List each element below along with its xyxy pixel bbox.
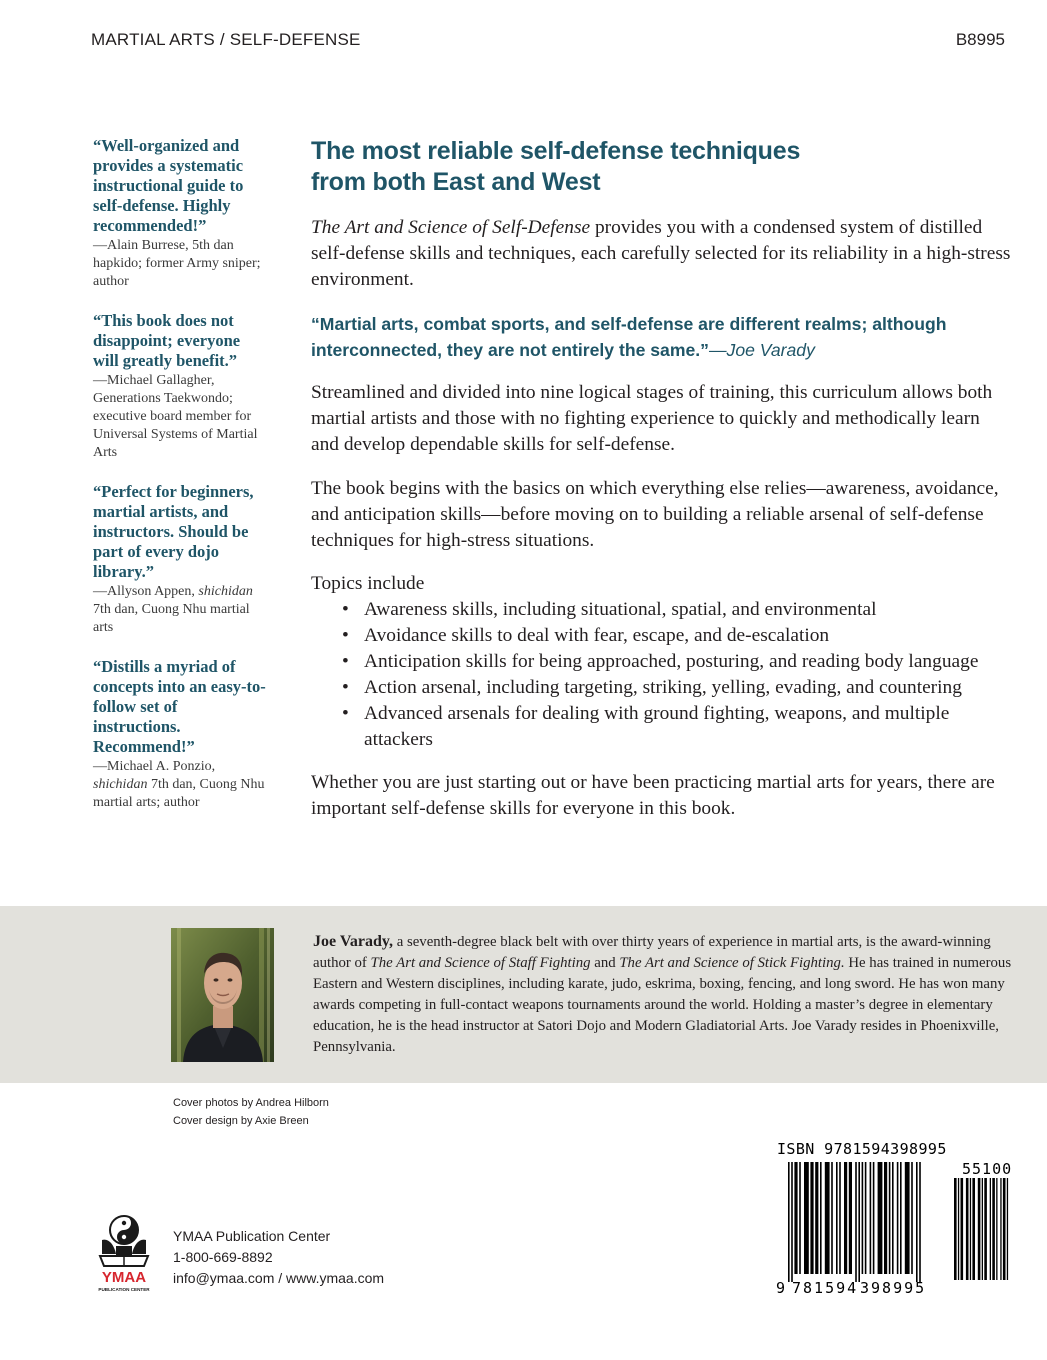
barcode-bar [831, 1162, 833, 1274]
list-item [342, 649, 1011, 675]
barcode-bar [873, 1162, 875, 1274]
book-title: The Art and Science of Self-Defense [311, 217, 591, 238]
barcode-addon-bar [982, 1178, 983, 1280]
author-bio [313, 931, 1013, 1058]
headline [311, 136, 1011, 198]
barcode-right-digits: 398995 [860, 1279, 927, 1297]
endorsement-attribution [93, 758, 268, 812]
barcode-bar [905, 1162, 910, 1274]
barcode-bar [870, 1162, 872, 1274]
endorsement [93, 136, 268, 291]
book-title: The Art and Science of Stick Fighting. [619, 955, 845, 971]
attribution-rank: shichidan [198, 584, 253, 599]
barcode-bar [858, 1162, 860, 1282]
barcode-addon-bar [1000, 1178, 1001, 1280]
bullet-icon: • [342, 703, 349, 724]
barcode-bar [919, 1162, 921, 1282]
bullet-icon: • [342, 677, 349, 698]
endorsement-attribution: —Alain Burrese, 5th dan hapkido; former Army sniper; author [93, 238, 261, 289]
headline-line: The most reliable self-defense techniques [311, 137, 801, 165]
barcode-bar [788, 1162, 790, 1282]
list-item [342, 701, 1011, 753]
barcode-bar [810, 1162, 813, 1274]
barcode-bar [794, 1162, 797, 1274]
list-item [342, 597, 1011, 623]
attribution-name: —Michael A. Ponzio, [93, 759, 216, 774]
list-item [342, 623, 1011, 649]
barcode-bar [804, 1162, 809, 1274]
topic-text: Action arsenal, including targeting, striking, yelling, evading, and countering [364, 677, 962, 698]
bullet-icon: • [342, 599, 349, 620]
endorsement-attribution: —Michael Gallagher, Generations Taekwondo; executive board member for Universal Systems of Martial Arts [93, 373, 258, 460]
attribution-detail: 7th dan, Cuong Nhu martial arts; author [93, 777, 265, 810]
endorsement-quote: “This book does not disappoint; everyone will greatly benefit.” [93, 311, 241, 370]
bio-text: a seventh-degree black belt with over thirty years of experience in martial arts, is the award-winning author of [313, 934, 991, 971]
bullet-icon: • [342, 651, 349, 672]
barcode-bar [884, 1162, 887, 1274]
closing-paragraph: Whether you are just starting out or have been practicing martial arts for years, there are important self-defense skills for everyone in this book. [311, 772, 995, 819]
barcode-lead-digit: 9 [776, 1279, 786, 1297]
endorsement-quote: “Distills a myriad of concepts into an easy-to-follow set of instructions. Recommend!” [93, 657, 266, 756]
barcode-bar [916, 1162, 918, 1282]
isbn-label: ISBN 9781594398995 [777, 1140, 947, 1158]
publisher-name: YMAA Publication Center [173, 1228, 331, 1244]
barcode-addon-bar [978, 1178, 981, 1280]
barcode-bar [799, 1162, 801, 1274]
barcode-bar [855, 1162, 857, 1282]
book-title: The Art and Science of Staff Fighting [370, 955, 591, 971]
barcode-bar [820, 1162, 822, 1274]
attribution-detail: 7th dan, Cuong Nhu martial arts [93, 602, 250, 635]
cover-credits [173, 1094, 329, 1130]
barcode-bar [844, 1162, 847, 1274]
photo-credit: Cover photos by Andrea Hilborn [173, 1097, 329, 1109]
ymaa-logo-icon [94, 1210, 154, 1296]
barcode-addon-bar [1007, 1178, 1008, 1280]
barcode-addon-bar [1003, 1178, 1006, 1280]
body-paragraph: The book begins with the basics on which everything else relies—awareness, avoidance, and anticipation skills—before moving on to building a reliable arsenal of self-defense techniques for high-stress situations. [311, 478, 999, 551]
topic-text: Anticipation skills for being approached, posturing, and reading body language [364, 651, 979, 672]
barcode-bar [791, 1162, 793, 1282]
barcode-bar [911, 1162, 913, 1274]
endorsement-attribution [93, 583, 268, 637]
logo-text: YMAA [101, 1269, 147, 1286]
barcode-bar [836, 1162, 838, 1274]
barcode-addon-bar [970, 1178, 971, 1280]
barcode-addon-bar [992, 1178, 995, 1280]
bullet-icon: • [342, 625, 349, 646]
product-code: B8995 [955, 30, 1005, 49]
topic-text: Advanced arsenals for dealing with ground fighting, weapons, and multiple attackers [364, 703, 950, 750]
publisher-info [173, 1226, 384, 1289]
barcode-bar [862, 1162, 864, 1274]
author-photo [171, 928, 274, 1062]
barcode-bar [825, 1162, 830, 1274]
barcode-bar [892, 1162, 894, 1274]
endorsement [93, 657, 268, 812]
author-portrait-image [171, 928, 274, 1062]
intro-text: provides you with a condensed system of distilled self-defense skills and techniques, each carefully selected for its reliability in a high-stress environment. [311, 217, 1011, 290]
barcode-icon [774, 1162, 1022, 1297]
barcode-addon-bar [958, 1178, 959, 1280]
category-label: MARTIAL ARTS / SELF-DEFENSE [91, 30, 361, 49]
barcode-addon-bar [990, 1178, 991, 1280]
publisher-phone: 1-800-669-8892 [173, 1249, 273, 1265]
barcode-addon-bar [966, 1178, 969, 1280]
bio-text: He has trained in numerous Eastern and Western disciplines, including karate, judo, eskrima, boxing, fencing, and long sword. He has won many awards competing in full-contact weapons tournaments around the world. Holding a master’s degree in elementary education, he is the head instructor at Satori Dojo and Modern Gladiatorial Arts. Joe Varady resides in Phoenixville, Pennsylvania. [313, 955, 1012, 1055]
topics-list [342, 597, 1011, 753]
list-item [342, 675, 1011, 701]
barcode-price-code: 55100 [962, 1162, 1013, 1178]
pull-quote [311, 311, 1011, 363]
logo-subtext: PUBLICATION CENTER [98, 1287, 150, 1292]
attribution-rank: shichidan [93, 777, 148, 792]
barcode-bar [900, 1162, 902, 1274]
barcode-addon-bar [954, 1178, 957, 1280]
barcode-bar [889, 1162, 891, 1274]
pull-quote-author: —Joe Varady [708, 340, 815, 360]
publisher-contact: info@ymaa.com / www.ymaa.com [173, 1270, 385, 1286]
barcode-addon-bar [996, 1178, 997, 1280]
author-name: Joe Varady, [313, 933, 394, 950]
topics-label: Topics include [311, 573, 425, 594]
barcode-addon-bar [972, 1178, 975, 1280]
endorsement [93, 311, 268, 462]
topic-text: Awareness skills, including situational, spatial, and environmental [364, 599, 877, 620]
pull-quote-text: “Martial arts, combat sports, and self-defense are different realms; although interconnected, they are not entirely the same.” [311, 314, 947, 360]
ymaa-logo [94, 1210, 154, 1296]
headline-line: from both East and West [311, 168, 601, 196]
barcode-bar [849, 1162, 852, 1274]
barcode-addon-bar [984, 1178, 987, 1280]
main-description [311, 136, 1011, 822]
barcode-bar [865, 1162, 867, 1274]
design-credit: Cover design by Axie Breen [173, 1115, 309, 1127]
barcode-bar [878, 1162, 883, 1274]
barcode-bar [839, 1162, 841, 1274]
topic-text: Avoidance skills to deal with fear, escape, and de-escalation [364, 625, 830, 646]
endorsements-column [93, 136, 268, 832]
body-paragraph: Streamlined and divided into nine logical stages of training, this curriculum allows both martial artists and those with no fighting experience to quickly and methodically learn and develop dependable skills for self-defense. [311, 382, 993, 455]
barcode-bar [897, 1162, 899, 1274]
endorsement-quote: “Perfect for beginners, martial artists, and instructors. Should be part of every dojo library.” [93, 482, 254, 581]
endorsement [93, 482, 268, 637]
bio-text: and [590, 955, 620, 971]
intro-paragraph [311, 215, 1011, 293]
barcode-left-digits: 781594 [792, 1279, 859, 1297]
attribution-name: —Allyson Appen, [93, 584, 195, 599]
barcode-bar [815, 1162, 818, 1274]
topics-section [311, 571, 1011, 753]
endorsement-quote: “Well-organized and provides a systematic instructional guide to self-defense. Highly recommended!” [93, 136, 244, 235]
barcode-addon-bar [961, 1178, 964, 1280]
